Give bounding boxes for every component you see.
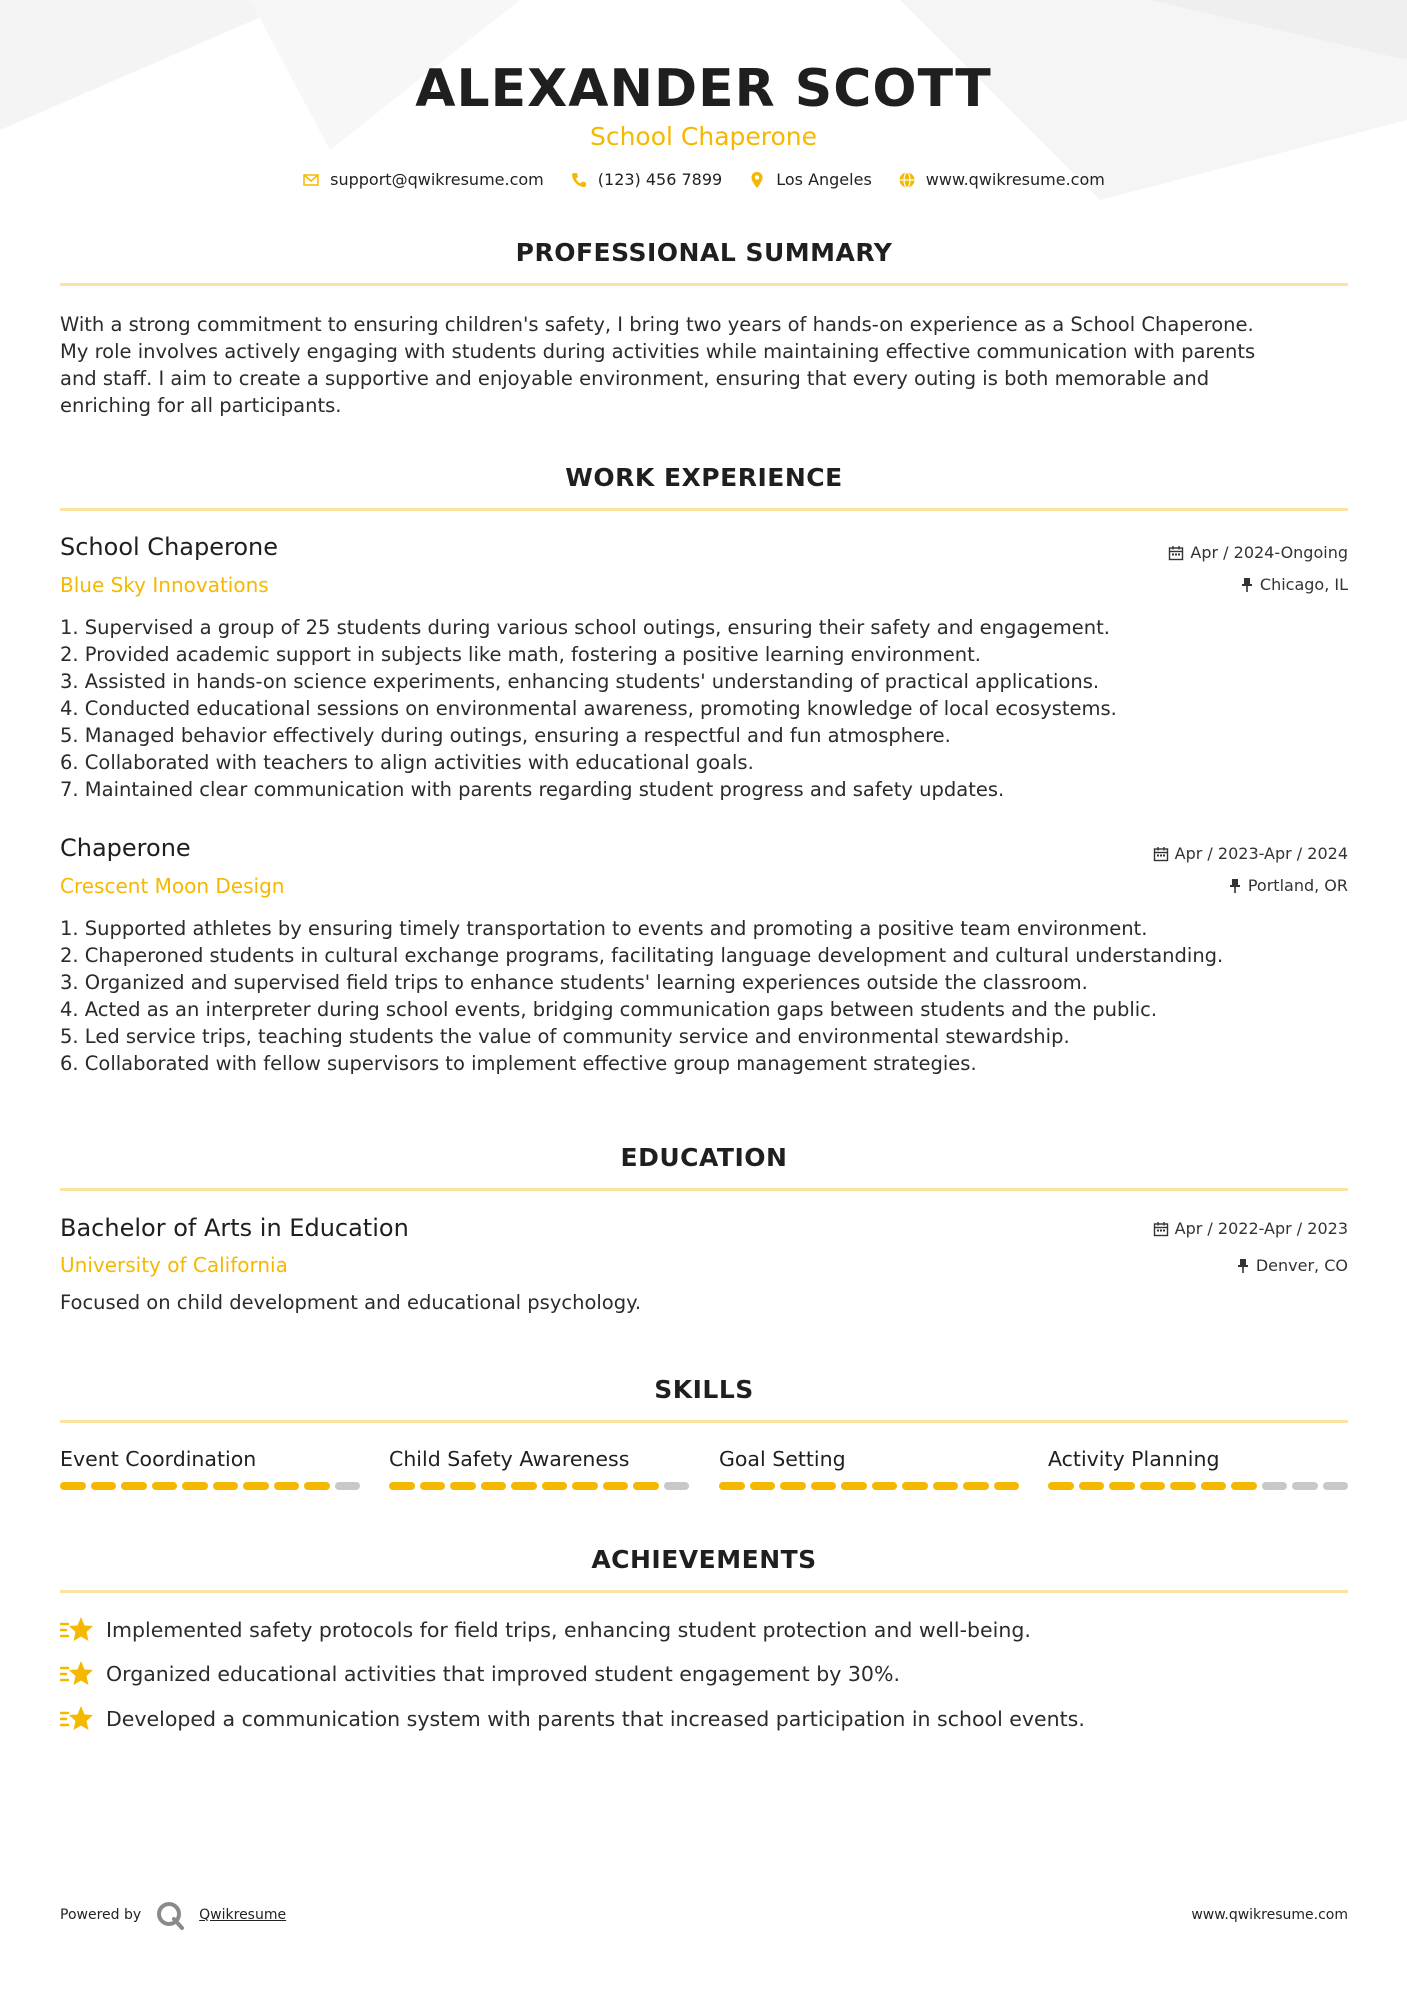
skill-segment-filled — [1079, 1482, 1105, 1490]
phone-icon — [570, 171, 588, 189]
skill-segment-filled — [182, 1482, 208, 1490]
pin-icon — [1228, 878, 1242, 894]
skill-segment-filled — [750, 1482, 776, 1490]
star-badge-icon — [60, 1704, 94, 1734]
skills-heading: SKILLS — [654, 1375, 754, 1404]
job-location-text: Chicago, IL — [1259, 575, 1348, 594]
skills-divider — [60, 1420, 1348, 1423]
skill-segment-filled — [1170, 1482, 1196, 1490]
list-item: 7. Maintained clear communication with parents regarding student progress and safety updates. — [60, 778, 1005, 801]
job-company: Blue Sky Innovations — [60, 573, 269, 597]
skill-segment-filled — [902, 1482, 928, 1490]
skill-segment-filled — [542, 1482, 568, 1490]
resume-header — [0, 58, 1407, 154]
pin-icon — [1236, 1258, 1250, 1274]
education-divider — [60, 1188, 1348, 1191]
list-item: 4. Acted as an interpreter during school events, bridging communication gaps between students and the public. — [60, 998, 1158, 1021]
skill-segment-empty — [1323, 1482, 1349, 1490]
skill-segment-filled — [994, 1482, 1020, 1490]
skill-segment-empty — [664, 1482, 690, 1490]
calendar-icon — [1153, 846, 1169, 862]
skill-name: Child Safety Awareness — [389, 1447, 630, 1471]
skill-segment-filled — [1201, 1482, 1227, 1490]
skill-item — [389, 1445, 689, 1490]
job-dates — [1153, 844, 1348, 863]
job-dates-text: Apr / 2023-Apr / 2024 — [1174, 844, 1348, 863]
calendar-icon — [1153, 1221, 1169, 1237]
calendar-icon — [1168, 545, 1184, 561]
job-company: Crescent Moon Design — [60, 874, 285, 898]
skill-name: Event Coordination — [60, 1447, 257, 1471]
summary-line: My role involves actively engaging with students during activities while maintaining effective communication with parents — [60, 340, 1256, 363]
job-duties-list — [60, 614, 1360, 803]
pin-icon — [1240, 577, 1254, 593]
skill-item — [1048, 1445, 1348, 1490]
skill-segment-filled — [450, 1482, 476, 1490]
skill-segment-filled — [511, 1482, 537, 1490]
skill-segment-filled — [213, 1482, 239, 1490]
skill-segment-filled — [1231, 1482, 1257, 1490]
skill-segment-filled — [274, 1482, 300, 1490]
skill-segment-filled — [572, 1482, 598, 1490]
job-title: Chaperone — [60, 834, 191, 862]
skill-segment-filled — [633, 1482, 659, 1490]
summary-divider — [60, 283, 1348, 286]
list-item: 1. Supported athletes by ensuring timely transportation to events and promoting a positive team environment. — [60, 917, 1148, 940]
skill-segment-empty — [1292, 1482, 1318, 1490]
phone-text: (123) 456 7899 — [597, 170, 723, 189]
job-title: School Chaperone — [60, 533, 278, 561]
achievements-heading: ACHIEVEMENTS — [591, 1545, 817, 1574]
school-name: University of California — [60, 1253, 288, 1277]
education-dates — [1153, 1219, 1348, 1238]
list-item: 1. Supervised a group of 25 students during various school outings, ensuring their safety and engagement. — [60, 616, 1110, 639]
skill-segment-filled — [1109, 1482, 1135, 1490]
skill-level-bar — [60, 1482, 360, 1490]
contact-website[interactable] — [898, 170, 1105, 189]
list-item: 6. Collaborated with teachers to align activities with educational goals. — [60, 751, 754, 774]
skill-segment-filled — [780, 1482, 806, 1490]
job-location-text: Portland, OR — [1247, 876, 1348, 895]
location-text: Los Angeles — [776, 170, 872, 189]
education-description: Focused on child development and educational psychology. — [60, 1291, 642, 1314]
list-item: 2. Chaperoned students in cultural exchange programs, facilitating language development and cultural understanding. — [60, 944, 1224, 967]
skill-segment-filled — [719, 1482, 745, 1490]
list-item: 3. Assisted in hands-on science experiments, enhancing students' understanding of practical applications. — [60, 670, 1100, 693]
powered-by-label: Powered by — [60, 1907, 142, 1923]
map-pin-icon — [748, 171, 766, 189]
summary-line: enriching for all participants. — [60, 394, 342, 417]
skill-segment-filled — [811, 1482, 837, 1490]
skill-segment-filled — [872, 1482, 898, 1490]
list-item: 5. Managed behavior effectively during outings, ensuring a respectful and fun atmosphere. — [60, 724, 951, 747]
summary-line: and staff. I aim to create a supportive and enjoyable environment, ensuring that every outing is both memorable and — [60, 367, 1210, 390]
skill-level-bar — [719, 1482, 1019, 1490]
skill-level-bar — [1048, 1482, 1348, 1490]
work-divider — [60, 508, 1348, 511]
achievement-text: Developed a communication system with parents that increased participation in school events. — [106, 1707, 1085, 1731]
list-item: 4. Conducted educational sessions on environmental awareness, promoting knowledge of local ecosystems. — [60, 697, 1117, 720]
skill-item — [719, 1445, 1019, 1490]
skill-segment-filled — [243, 1482, 269, 1490]
star-badge-icon — [60, 1615, 94, 1645]
star-badge-icon — [60, 1659, 94, 1689]
skill-item — [60, 1445, 360, 1490]
candidate-name: ALEXANDER SCOTT — [415, 59, 992, 119]
qwikresume-logo-icon — [155, 1900, 185, 1930]
contact-email[interactable] — [302, 170, 544, 189]
achievement-item — [60, 1659, 900, 1689]
candidate-role: School Chaperone — [589, 122, 818, 151]
list-item: 3. Organized and supervised field trips to enhance students' learning experiences outside the classroom. — [60, 971, 1088, 994]
email-icon — [302, 171, 320, 189]
skill-segment-filled — [1140, 1482, 1166, 1490]
list-item: 6. Collaborated with fellow supervisors to implement effective group management strategies. — [60, 1052, 977, 1075]
website-text: www.qwikresume.com — [925, 170, 1105, 189]
job-duties-list — [60, 915, 1360, 1077]
globe-icon — [898, 171, 916, 189]
skill-segment-filled — [933, 1482, 959, 1490]
skill-segment-empty — [335, 1482, 361, 1490]
skill-segment-filled — [603, 1482, 629, 1490]
job-location — [1228, 876, 1348, 895]
job-dates-text: Apr / 2024-Ongoing — [1190, 543, 1348, 562]
achievement-text: Organized educational activities that improved student engagement by 30%. — [106, 1662, 900, 1686]
skill-segment-filled — [420, 1482, 446, 1490]
skill-name: Activity Planning — [1048, 1447, 1220, 1471]
brand-link[interactable]: Qwikresume — [199, 1907, 287, 1923]
skill-segment-empty — [1262, 1482, 1288, 1490]
summary-text — [60, 311, 1350, 419]
skill-segment-filled — [389, 1482, 415, 1490]
contact-location — [748, 170, 872, 189]
education-heading: EDUCATION — [620, 1143, 788, 1172]
education-location — [1236, 1256, 1348, 1275]
achievement-item — [60, 1704, 1085, 1734]
skill-segment-filled — [841, 1482, 867, 1490]
degree-title: Bachelor of Arts in Education — [60, 1214, 409, 1242]
skill-segment-filled — [304, 1482, 330, 1490]
job-dates — [1168, 543, 1348, 562]
achievement-text: Implemented safety protocols for field trips, enhancing student protection and well-being. — [106, 1618, 1031, 1642]
list-item: 2. Provided academic support in subjects like math, fostering a positive learning environment. — [60, 643, 981, 666]
contact-bar — [0, 170, 1407, 189]
skill-segment-filled — [60, 1482, 86, 1490]
footer-website[interactable]: www.qwikresume.com — [1191, 1907, 1348, 1923]
job-location — [1240, 575, 1348, 594]
summary-heading: PROFESSIONAL SUMMARY — [515, 238, 893, 267]
footer-branding — [60, 1900, 286, 1930]
skill-segment-filled — [481, 1482, 507, 1490]
email-text: support@qwikresume.com — [330, 170, 544, 189]
skill-level-bar — [389, 1482, 689, 1490]
work-heading: WORK EXPERIENCE — [565, 463, 843, 492]
summary-line: With a strong commitment to ensuring children's safety, I bring two years of hands-on experience as a School Chaperone. — [60, 313, 1254, 336]
list-item: 5. Led service trips, teaching students the value of community service and environmental stewardship. — [60, 1025, 1070, 1048]
education-location-text: Denver, CO — [1255, 1256, 1348, 1275]
skill-segment-filled — [1048, 1482, 1074, 1490]
skill-segment-filled — [91, 1482, 117, 1490]
skill-name: Goal Setting — [719, 1447, 846, 1471]
contact-phone[interactable] — [570, 170, 722, 189]
achievements-divider — [60, 1590, 1348, 1593]
skill-segment-filled — [152, 1482, 178, 1490]
education-dates-text: Apr / 2022-Apr / 2023 — [1174, 1219, 1348, 1238]
skill-segment-filled — [963, 1482, 989, 1490]
achievement-item — [60, 1615, 1031, 1645]
skill-segment-filled — [121, 1482, 147, 1490]
